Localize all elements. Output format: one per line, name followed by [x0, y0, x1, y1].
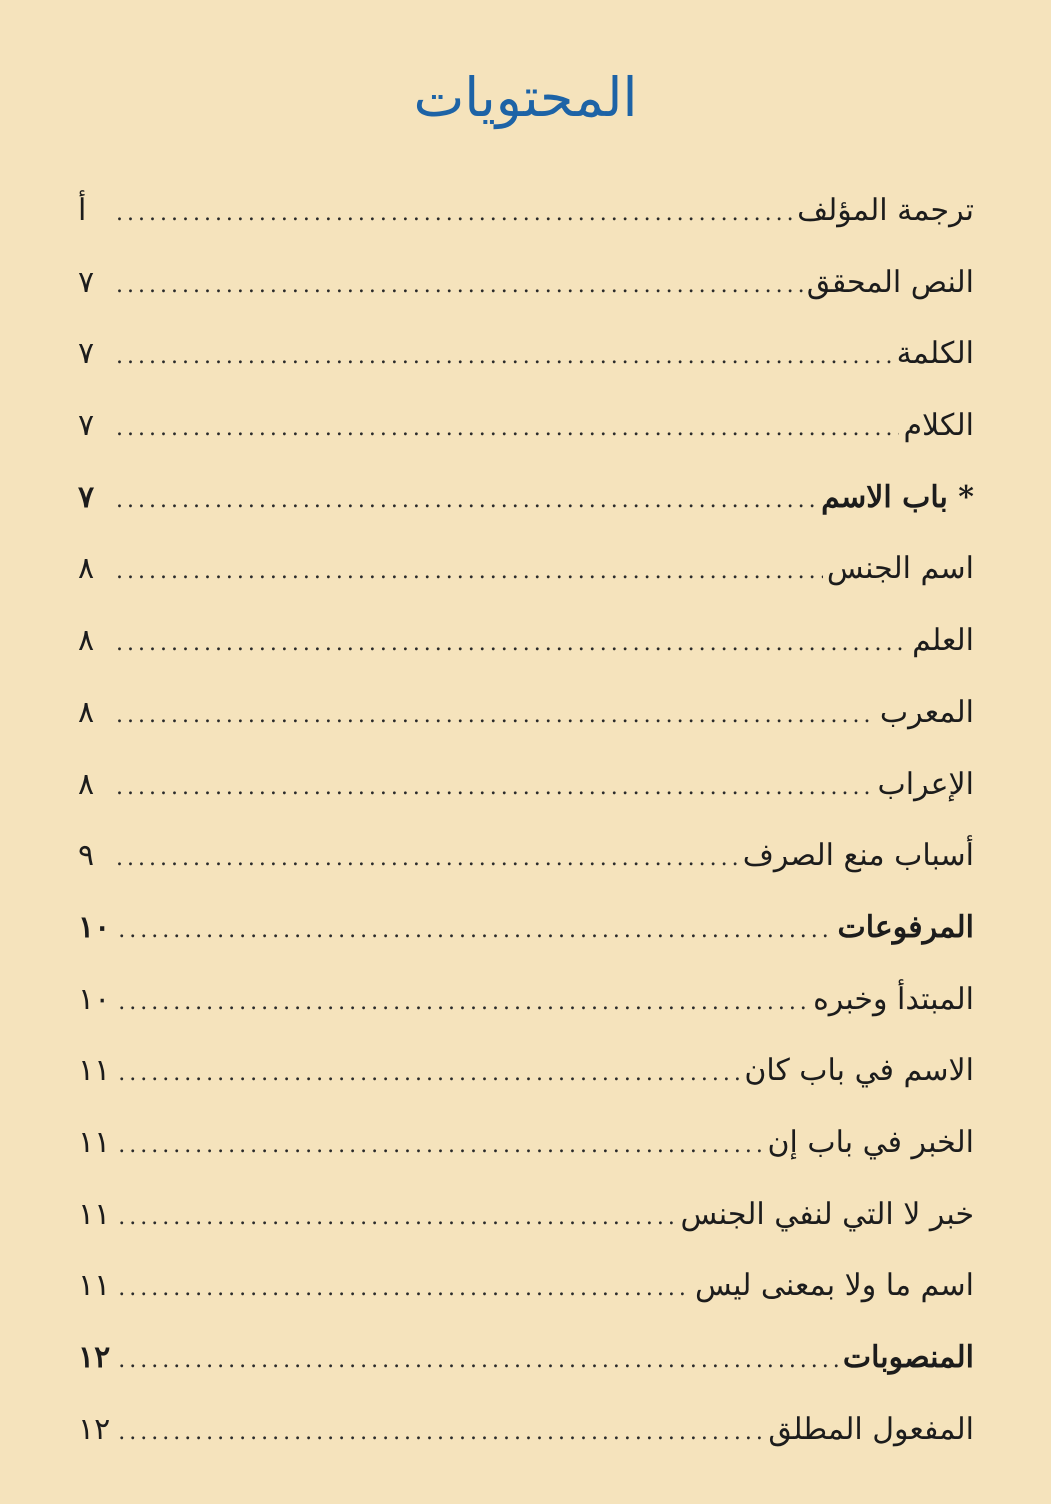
dot-leader — [110, 895, 833, 967]
toc-entry[interactable] — [78, 892, 974, 964]
toc-entry-page-number: ٨ — [78, 551, 95, 587]
dot-leader — [108, 465, 817, 537]
toc-entry-label: المنصوبات — [842, 1340, 974, 1375]
dot-leader — [110, 1325, 839, 1397]
table-of-contents — [78, 175, 974, 1465]
toc-entry-label: خبر لا التي لنفي الجنس — [680, 1196, 974, 1232]
toc-entry-page-number: ٧ — [78, 336, 95, 372]
dot-leader — [108, 752, 874, 824]
toc-entry[interactable] — [78, 1035, 974, 1107]
toc-entry[interactable] — [78, 390, 974, 462]
dot-leader — [110, 967, 809, 1039]
toc-entry[interactable] — [78, 1394, 974, 1466]
toc-entry-label: العلم — [912, 623, 974, 659]
toc-entry-page-number: ١١ — [78, 1053, 111, 1089]
toc-entry[interactable] — [78, 1250, 974, 1322]
toc-entry[interactable] — [78, 247, 974, 319]
toc-entry-page-number: ٨ — [78, 694, 95, 730]
toc-entry-page-number: ١٠ — [78, 909, 111, 945]
toc-entry-label: المعرب — [879, 694, 974, 730]
toc-entry-page-number: ٧ — [78, 408, 95, 444]
toc-entry-label: اسم الجنس — [826, 551, 974, 587]
toc-entry-label: أسباب منع الصرف — [742, 838, 974, 874]
dot-leader — [110, 1253, 691, 1325]
toc-entry[interactable] — [78, 1322, 974, 1394]
dot-leader — [108, 680, 876, 752]
dot-leader — [108, 608, 908, 680]
toc-entry-page-number: ٧ — [78, 479, 95, 515]
dot-leader — [108, 823, 739, 895]
dot-leader — [108, 321, 893, 393]
toc-entry[interactable] — [78, 1179, 974, 1251]
toc-entry-page-number: ٨ — [78, 766, 95, 802]
toc-entry[interactable] — [78, 1107, 974, 1179]
toc-entry-page-number: ١٢ — [78, 1411, 111, 1447]
toc-entry-label: الكلمة — [896, 336, 974, 372]
dot-leader — [110, 1397, 764, 1469]
toc-entry-page-number: أ — [78, 193, 87, 228]
dot-leader — [110, 1038, 740, 1110]
toc-entry-page-number: ١٢ — [78, 1340, 111, 1375]
toc-entry-label: الكلام — [903, 408, 974, 444]
toc-entry-page-number: ٧ — [78, 264, 95, 300]
toc-entry-page-number: ١١ — [78, 1124, 111, 1160]
toc-entry-label: الإعراب — [877, 766, 974, 802]
toc-entry[interactable] — [78, 677, 974, 749]
toc-entry-page-number: ١١ — [78, 1196, 111, 1232]
toc-entry[interactable] — [78, 820, 974, 892]
dot-leader — [108, 536, 823, 608]
toc-entry[interactable] — [78, 749, 974, 821]
toc-entry-label: المفعول المطلق — [768, 1411, 974, 1447]
toc-entry-page-number: ١١ — [78, 1268, 111, 1304]
page-title: المحتويات — [413, 66, 638, 129]
dot-leader — [110, 1110, 763, 1182]
toc-entry-label: الخبر في باب إن — [767, 1124, 974, 1160]
dot-leader — [110, 1182, 676, 1254]
toc-entry-label: المبتدأ وخبره — [813, 981, 974, 1017]
dot-leader — [108, 393, 899, 465]
toc-entry[interactable] — [78, 605, 974, 677]
toc-entry[interactable] — [78, 964, 974, 1036]
toc-entry-page-number: ٨ — [78, 623, 95, 659]
toc-entry-label: الاسم في باب كان — [744, 1053, 974, 1089]
dot-leader — [108, 250, 803, 322]
toc-entry[interactable] — [78, 318, 974, 390]
toc-entry[interactable] — [78, 462, 974, 534]
toc-entry-page-number: ٩ — [78, 838, 95, 874]
toc-entry-label: المرفوعات — [837, 909, 974, 945]
toc-entry-page-number: ١٠ — [78, 981, 111, 1017]
toc-entry-label: * باب الاسم — [821, 479, 974, 515]
toc-entry[interactable] — [78, 533, 974, 605]
dot-leader — [108, 178, 793, 250]
toc-entry-label: ترجمة المؤلف — [797, 193, 974, 228]
toc-entry[interactable] — [78, 175, 974, 247]
toc-entry-label: اسم ما ولا بمعنى ليس — [694, 1268, 974, 1304]
toc-entry-label: النص المحقق — [806, 264, 974, 300]
